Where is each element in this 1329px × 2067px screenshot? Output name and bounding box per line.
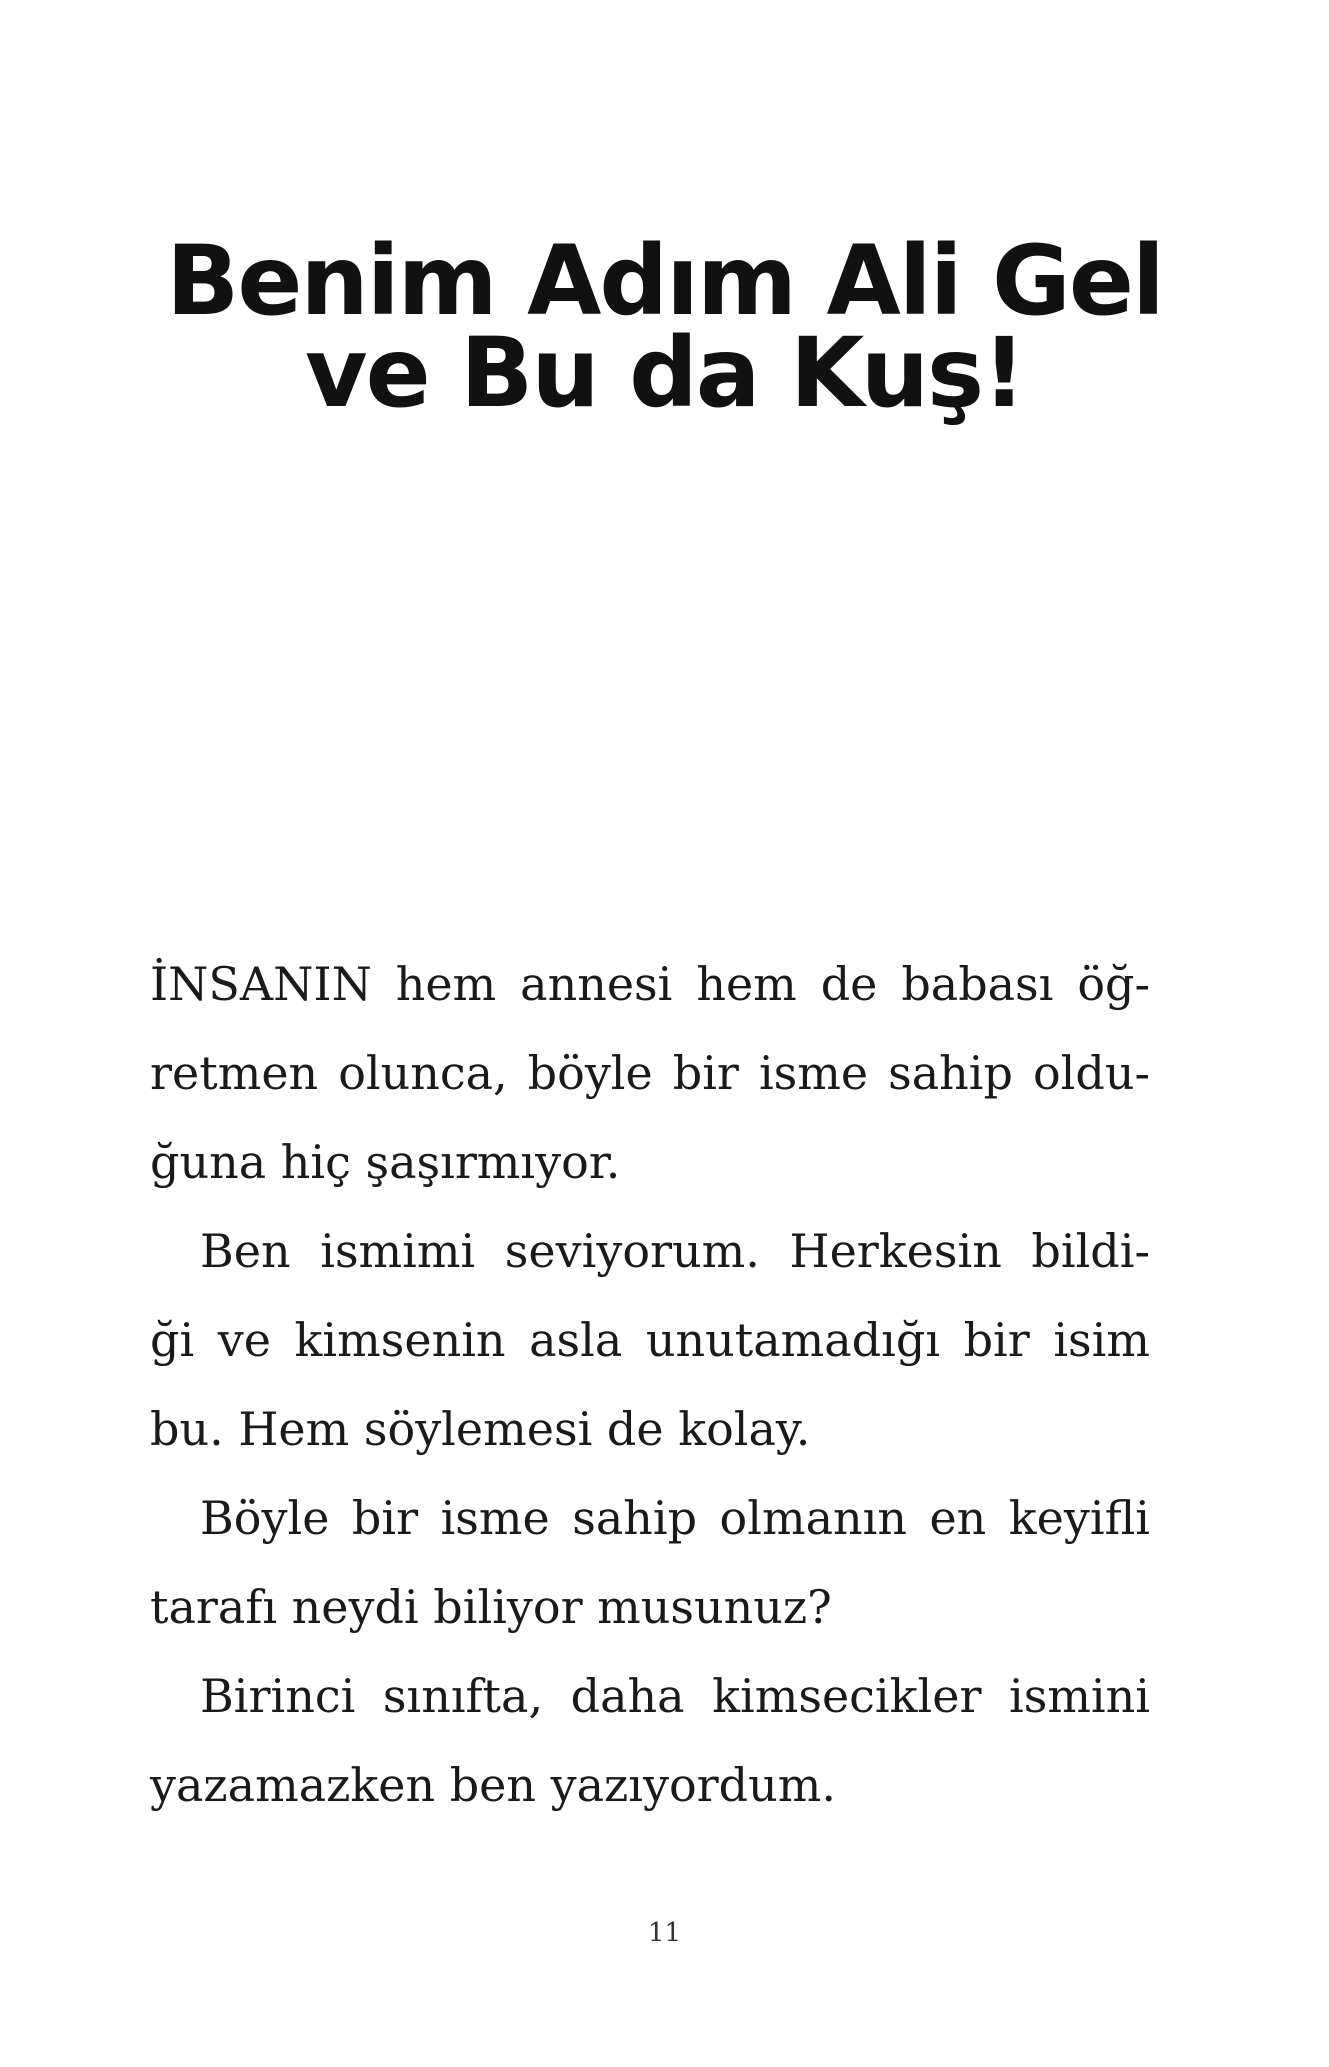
text-line: retmen olunca, böyle bir isme sahip oldu-	[150, 1046, 1150, 1100]
chapter-title-line-2: ve Bu da Kuş!	[305, 317, 1024, 429]
text-line: ğuna hiç şaşırmıyor.	[150, 1135, 621, 1189]
text-line: Böyle bir isme sahip olmanın en keyifli	[200, 1491, 1150, 1545]
text-line: İNSANIN hem annesi hem de babası öğ-	[150, 957, 1150, 1011]
chapter-title	[0, 225, 1329, 429]
text-line: tarafı neydi biliyor musunuz?	[150, 1580, 832, 1634]
body-text	[150, 940, 1150, 1830]
chapter-title-line-1: Benim Adım Ali Gel	[166, 225, 1163, 337]
page-number: 11	[647, 1918, 682, 1948]
text-line: ği ve kimsenin asla unutamadığı bir isim	[150, 1313, 1150, 1367]
text-line: Ben ismimi seviyorum. Herkesin bildi-	[200, 1224, 1150, 1278]
text-line: Birinci sınıfta, daha kimsecikler ismini	[200, 1669, 1150, 1723]
text-line: yazamazken ben yazıyordum.	[150, 1758, 836, 1812]
text-line: bu. Hem söylemesi de kolay.	[150, 1402, 811, 1456]
